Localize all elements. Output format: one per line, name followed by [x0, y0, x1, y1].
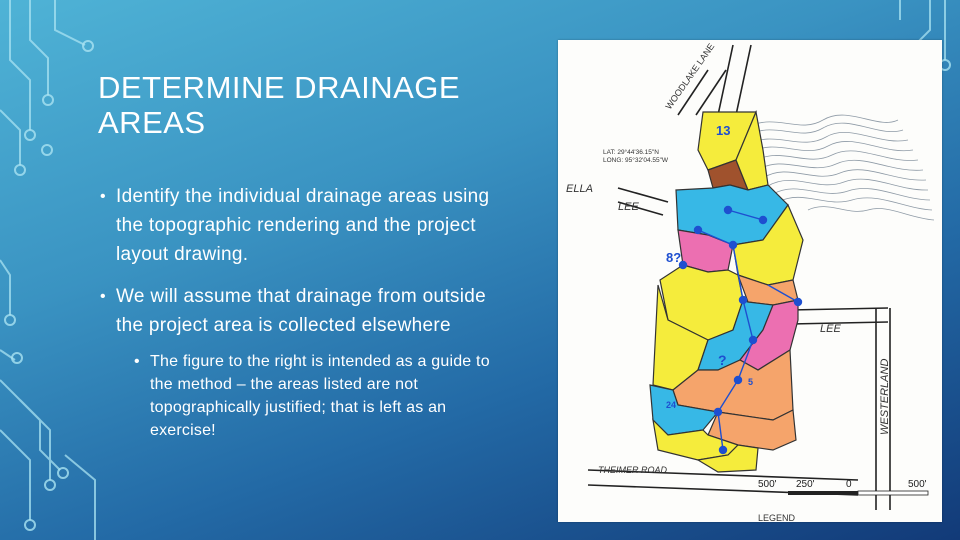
- bullet-dot-icon: •: [100, 188, 106, 205]
- sub-bullet-text: The figure to the right is intended as a guide to the method – the areas listed are not topographically justified; that is left as an exercise!: [150, 353, 490, 439]
- road-label-westerland: WESTERLAND: [879, 358, 891, 435]
- inlet-icon: [795, 299, 802, 306]
- coord-lat: LAT: 29°44'36.15"N: [603, 149, 659, 156]
- scale-label-right: 500': [908, 479, 927, 490]
- inlet-icon: [740, 297, 747, 304]
- inlet-icon: [735, 377, 742, 384]
- area-label: 13: [716, 123, 731, 138]
- road-label-lee-left: LEE: [618, 201, 639, 213]
- bullet-text: Identify the individual drainage areas using the topographic rendering and the project layout drawing.: [116, 186, 490, 265]
- inlet-icon: [725, 207, 732, 214]
- road-label-woodlake: WOODLAKE LANE: [663, 41, 717, 112]
- road-label-lee-right: LEE: [820, 323, 841, 335]
- scale-label-left: 500': [758, 479, 777, 490]
- coord-long: LONG: 95°32'04.55"W: [603, 157, 669, 164]
- inlet-icon: [715, 409, 722, 416]
- scale-segment: [858, 491, 928, 495]
- slide-title: DETERMINE DRAINAGE AREAS: [98, 70, 461, 140]
- road-label-ella: ELLA: [566, 183, 593, 195]
- area-label: 5: [748, 377, 754, 387]
- drainage-map-figure: [558, 40, 942, 522]
- bullet-item: [98, 182, 498, 269]
- road-label-theimer: THEIMER ROAD: [598, 465, 668, 475]
- legend-label: LEGEND: [758, 513, 796, 522]
- sub-bullet-item: [132, 350, 490, 442]
- bullet-dot-icon: •: [134, 353, 140, 370]
- scale-label-mid: 250': [796, 479, 815, 490]
- bullet-text: We will assume that drainage from outside the project area is collected elsewhere: [116, 286, 486, 336]
- bullet-list: [98, 182, 498, 442]
- inlet-icon: [730, 242, 737, 249]
- scale-segment: [788, 491, 858, 495]
- bullet-item: [98, 282, 498, 340]
- area-label: 24: [666, 400, 677, 410]
- bullet-dot-icon: •: [100, 288, 106, 305]
- area-label: ?: [718, 352, 727, 368]
- inlet-icon: [720, 447, 727, 454]
- inlet-icon: [750, 337, 757, 344]
- area-label: 8?: [666, 250, 682, 265]
- inlet-icon: [695, 227, 702, 234]
- drainage-map-drawing: [558, 40, 942, 522]
- scale-label-zero: 0: [846, 479, 852, 490]
- inlet-icon: [760, 217, 767, 224]
